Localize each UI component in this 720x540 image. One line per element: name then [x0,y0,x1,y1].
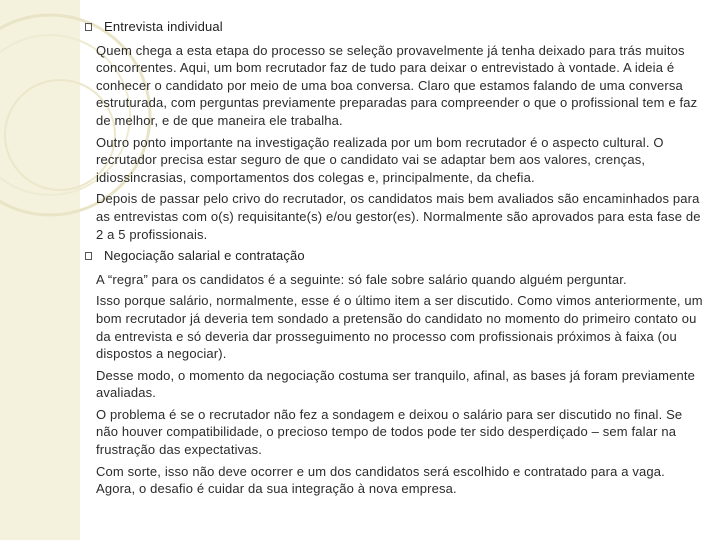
checkbox-bullet-icon [85,23,92,31]
paragraph: Com sorte, isso não deve ocorrer e um dos candidatos será escolhido e contratado para a vaga. Agora, o desafio é cuidar da sua integração à nova empresa. [96,463,665,497]
paragraph: Desse modo, o momento da negociação costuma ser tranquilo, afinal, as bases já foram previamente avaliadas. [96,367,695,401]
left-decorative-band [0,0,80,540]
paragraph: Quem chega a esta etapa do processo se seleção provavelmente já tenha deixado para trás muitos concorrentes. Aqui, um bom recrutador faz de tudo para deixar o entrevistado à vontade. A ideia é conhecer o candidato por meio de uma boa conversa. Claro que estamos falando de uma conversa estruturada, com perguntas previamente preparadas para compreender o que o profissional tem e faz de melhor, e de que maneira ele trabalha. [96,42,698,128]
paragraph: O problema é se o recrutador não fez a sondagem e deixou o salário para ser discutido no final. Se não houver compatibilidade, o precioso tempo de todos pode ter sido desperdiçado – sem falar na frustração das expectativas. [96,406,683,458]
section-heading-entrevista [96,18,704,36]
section-heading-text: Entrevista individual [104,19,223,34]
section-heading-negociacao [96,247,704,265]
slide-content [96,14,704,502]
paragraph: Isso porque salário, normalmente, esse é o último item a ser discutido. Como vimos anteriormente, um bom recrutador já deveria tem sondado a pretensão do candidato no momento do primeiro contato ou da entrevista e só deveria dar prosseguimento no processo com profissionais próximos à faixa (ou dispostos a negociar). [96,293,703,362]
paragraph: Outro ponto importante na investigação realizada por um bom recrutador é o aspecto cultural. O recrutador precisa estar seguro de que o candidato vai se adaptar bem aos valores, crenças, idiossincrasias, comportamentos dos colegas e, principalmente, da chefia. [96,134,664,185]
checkbox-bullet-icon [85,252,92,260]
section-heading-text: Negociação salarial e contratação [104,248,305,264]
paragraph: Depois de passar pelo crivo do recrutador, os candidatos mais bem avaliados são encaminhados para as entrevistas com o(s) requisitante(s) e/ou gestor(es). Normalmente são aprovados para esta fase de 2 a 5 profissionais. [96,191,701,242]
paragraph: A “regra” para os candidatos é a seguinte: só fale sobre salário quando alguém perguntar. [96,271,627,287]
